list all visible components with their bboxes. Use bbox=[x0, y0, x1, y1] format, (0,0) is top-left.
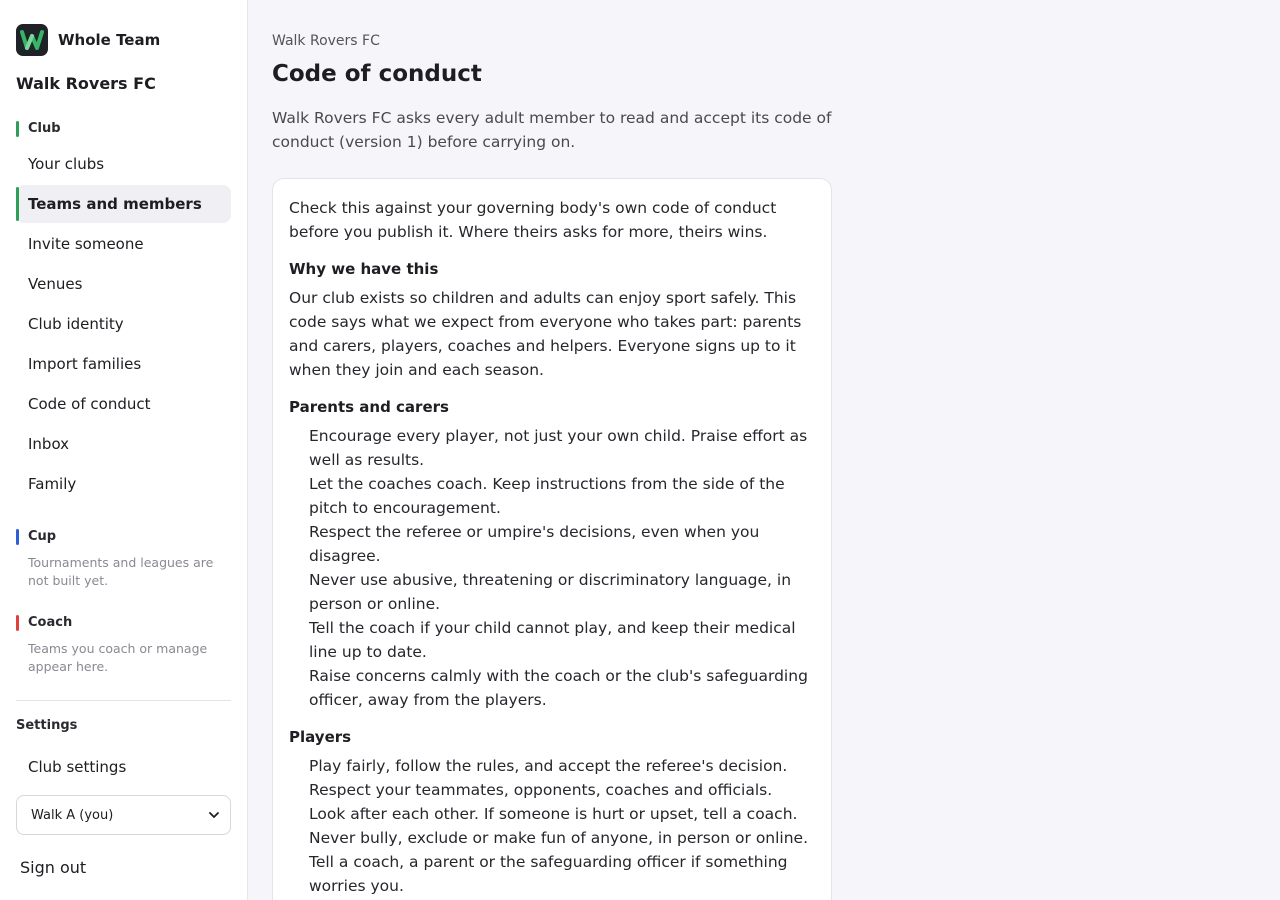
sidebar-item-import-families[interactable]: Import families bbox=[28, 355, 142, 373]
settings-label: Settings bbox=[16, 718, 78, 733]
sidebar-item-invite-someone[interactable]: Invite someone bbox=[28, 235, 144, 253]
coach-note: Teams you coach or manage appear here. bbox=[28, 641, 208, 674]
brand[interactable] bbox=[16, 24, 160, 56]
app-logo-icon bbox=[16, 24, 48, 56]
page-title: Code of conduct bbox=[272, 61, 482, 87]
list-item: Look after each other. If someone is hurt or upset, tell a coach. bbox=[309, 805, 798, 823]
club-name: Walk Rovers FC bbox=[16, 74, 156, 93]
list-item: Respect the referee or umpire's decisions, even when you disagree. bbox=[309, 523, 760, 565]
section-label-club: Club bbox=[16, 121, 61, 137]
sidebar-item-venues[interactable]: Venues bbox=[28, 275, 83, 293]
why-text: Our club exists so children and adults can enjoy sport safely. This code says what we expect from everyone who takes part: parents and carers, players, coaches and helpers. Everyone signs up to it when they join and each season. bbox=[289, 289, 802, 379]
sidebar-item-your-clubs[interactable]: Your clubs bbox=[28, 155, 105, 173]
list-item: Never bully, exclude or make fun of anyone, in person or online. bbox=[309, 829, 809, 847]
list-item: Never use abusive, threatening or discriminatory language, in person or online. bbox=[309, 571, 792, 613]
list-item: Respect your teammates, opponents, coaches and officials. bbox=[309, 781, 773, 799]
sidebar-item-teams-and-members[interactable]: Teams and members bbox=[16, 185, 231, 223]
sidebar-divider bbox=[16, 700, 231, 701]
sidebar-item-club-settings[interactable]: Club settings bbox=[28, 758, 127, 776]
parents-heading: Parents and carers bbox=[289, 398, 449, 416]
list-item: Tell the coach if your child cannot play, and keep their medical line up to date. bbox=[309, 619, 796, 661]
list-item: Raise concerns calmly with the coach or the club's safeguarding officer, away from the players. bbox=[309, 667, 808, 709]
section-label-coach: Coach bbox=[16, 615, 72, 631]
cup-note: Tournaments and leagues are not built yet. bbox=[28, 555, 214, 588]
players-heading: Players bbox=[289, 728, 352, 746]
member-select-value: Walk A (you) bbox=[31, 807, 114, 823]
chevron-down-icon bbox=[208, 806, 220, 825]
intro-text: Walk Rovers FC asks every adult member to read and accept its code of conduct (version 1) before carrying on. bbox=[272, 109, 832, 151]
governing-body-notice: Check this against your governing body's own code of conduct before you publish it. Where theirs asks for more, theirs wins. bbox=[289, 199, 777, 241]
member-select[interactable] bbox=[16, 795, 231, 835]
breadcrumb[interactable]: Walk Rovers FC bbox=[272, 33, 380, 49]
why-heading: Why we have this bbox=[289, 260, 439, 278]
sidebar-item-code-of-conduct[interactable]: Code of conduct bbox=[28, 395, 151, 413]
list-item: Encourage every player, not just your own child. Praise effort as well as results. bbox=[309, 427, 808, 469]
section-label-cup: Cup bbox=[16, 529, 56, 545]
club-nav bbox=[16, 145, 231, 505]
sidebar-item-family[interactable]: Family bbox=[28, 475, 77, 493]
sidebar-item-club-identity[interactable]: Club identity bbox=[28, 315, 124, 333]
list-item: Tell a coach, a parent or the safeguarding officer if something worries you. bbox=[309, 853, 788, 895]
list-item: Play fairly, follow the rules, and accept the referee's decision. bbox=[309, 757, 788, 775]
sidebar bbox=[0, 0, 248, 900]
sidebar-item-inbox[interactable]: Inbox bbox=[28, 435, 70, 453]
sign-out-link[interactable]: Sign out bbox=[20, 858, 87, 877]
code-of-conduct-card bbox=[272, 178, 832, 900]
parents-list bbox=[289, 424, 815, 712]
players-list bbox=[289, 754, 815, 898]
list-item: Let the coaches coach. Keep instructions from the side of the pitch to encouragement. bbox=[309, 475, 785, 517]
app-name: Whole Team bbox=[58, 31, 161, 49]
